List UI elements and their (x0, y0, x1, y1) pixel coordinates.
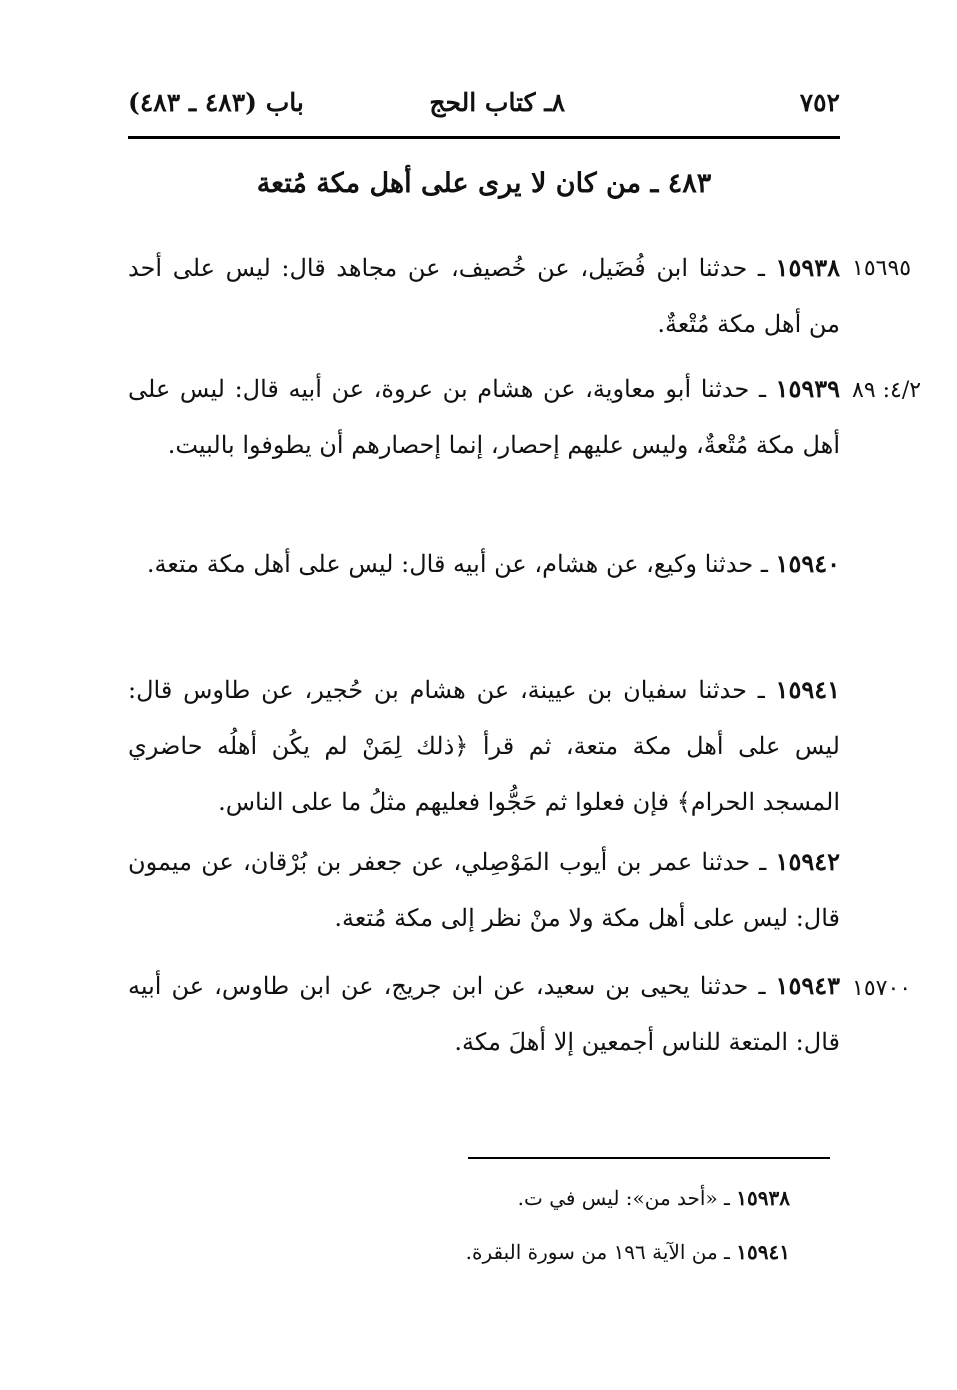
footnote-rule (468, 1157, 830, 1159)
footnote (300, 1186, 790, 1210)
hadith-number: ١٥٩٣٩ (775, 374, 840, 403)
hadith-entry (128, 361, 840, 473)
margin-reference: ١٥٧٠٠ (852, 976, 912, 1001)
book-title: ٨ـ كتاب الحج (429, 88, 565, 117)
running-header (128, 88, 840, 128)
hadith-number: ١٥٩٤١ (775, 675, 840, 704)
bab-range: باب (٤٨٣ ـ ٤٨٣) (128, 88, 304, 117)
footnote-number: ١٥٩٤١ (736, 1240, 790, 1264)
hadith-text: ـ حدثنا ابن فُضَيل، عن خُصيف، عن مجاهد قال: ليس على أحد من أهل مكة مُتْعةٌ. (128, 254, 840, 338)
hadith-entry (128, 958, 840, 1070)
hadith-entry (128, 662, 840, 830)
hadith-number: ١٥٩٣٨ (775, 253, 840, 282)
hadith-number: ١٥٩٤٣ (775, 971, 840, 1000)
hadith-text: ـ حدثنا سفيان بن عيينة، عن هشام بن حُجير، عن طاوس قال: ليس على أهل مكة متعة، ثم قرأ ﴿ذلك لِمَنْ لم يكُن أهلُه حاضري المسجد الحرام﴾ فإن فعلوا ثم حَجُّوا فعليهم مثلُ ما على الناس. (128, 676, 840, 816)
footnote-number: ١٥٩٣٨ (736, 1186, 790, 1210)
hadith-entry (128, 834, 840, 946)
footnote-text: ـ من الآية ١٩٦ من سورة البقرة. (465, 1240, 737, 1264)
hadith-text: ـ حدثنا وكيع، عن هشام، عن أبيه قال: ليس على أهل مكة متعة. (146, 550, 776, 578)
hadith-number: ١٥٩٤٠ (775, 549, 840, 578)
footnote-text: ـ «أحد من»: ليس في ت. (517, 1186, 737, 1210)
header-rule (128, 136, 840, 139)
page-number: ٧٥٢ (799, 88, 840, 117)
margin-reference: ٤/٢: ٨٩ (852, 378, 922, 403)
footnote (300, 1240, 790, 1264)
hadith-text: ـ حدثنا أبو معاوية، عن هشام بن عروة، عن أبيه قال: ليس على أهل مكة مُتْعةٌ، وليس عليهم إحصار، إنما إحصارهم أن يطوفوا بالبيت. (128, 375, 840, 459)
margin-reference: ١٥٦٩٥ (852, 256, 912, 281)
hadith-text: ـ حدثنا يحيى بن سعيد، عن ابن جريج، عن ابن طاوس، عن أبيه قال: المتعة للناس أجمعين إلا أهلَ مكة. (128, 972, 840, 1056)
chapter-title: ٤٨٣ ـ من كان لا يرى على أهل مكة مُتعة (256, 168, 712, 199)
hadith-text: ـ حدثنا عمر بن أيوب المَوْصِلي، عن جعفر بن بُرْقان، عن ميمون قال: ليس على أهل مكة ولا منْ نظر إلى مكة مُتعة. (128, 848, 840, 932)
hadith-number: ١٥٩٤٢ (775, 847, 840, 876)
hadith-entry (128, 536, 840, 592)
hadith-entry (128, 240, 840, 352)
